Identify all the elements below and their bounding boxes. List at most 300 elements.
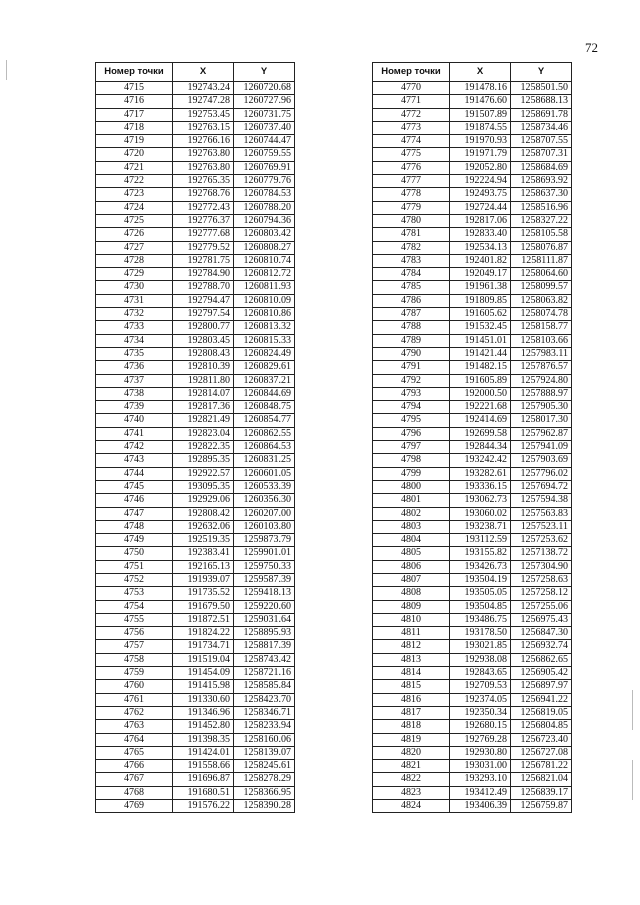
table-row [373, 281, 572, 294]
cell-point-number: 4751 [96, 560, 173, 573]
cell-x: 192632.06 [173, 520, 234, 533]
cell-x: 192534.13 [450, 241, 511, 254]
cell-point-number: 4761 [96, 693, 173, 706]
table-header-row [96, 63, 295, 82]
cell-x: 191872.51 [173, 613, 234, 626]
cell-x: 191961.38 [450, 281, 511, 294]
cell-x: 192519.35 [173, 534, 234, 547]
table-row [96, 401, 295, 414]
cell-y: 1260207.00 [234, 507, 295, 520]
table-row [96, 507, 295, 520]
cell-x: 192930.80 [450, 746, 511, 759]
cell-y: 1260854.77 [234, 414, 295, 427]
cell-y: 1258327.22 [511, 214, 572, 227]
cell-x: 193178.50 [450, 627, 511, 640]
table-row [96, 467, 295, 480]
cell-y: 1258158.77 [511, 321, 572, 334]
cell-point-number: 4818 [373, 720, 450, 733]
table-row [373, 507, 572, 520]
cell-y: 1260837.21 [234, 374, 295, 387]
cell-y: 1257563.83 [511, 507, 572, 520]
cell-y: 1256781.22 [511, 760, 572, 773]
table-row [373, 175, 572, 188]
table-row [96, 720, 295, 733]
table-row [96, 214, 295, 227]
cell-y: 1260744.47 [234, 135, 295, 148]
table-row [96, 281, 295, 294]
cell-point-number: 4724 [96, 201, 173, 214]
cell-y: 1258707.55 [511, 135, 572, 148]
cell-x: 192763.80 [173, 148, 234, 161]
cell-point-number: 4773 [373, 121, 450, 134]
table-row [373, 387, 572, 400]
table-row [96, 135, 295, 148]
cell-point-number: 4813 [373, 653, 450, 666]
cell-x: 193336.15 [450, 480, 511, 493]
cell-point-number: 4802 [373, 507, 450, 520]
cell-x: 193031.00 [450, 760, 511, 773]
cell-x: 191809.85 [450, 294, 511, 307]
table-row [373, 600, 572, 613]
cell-point-number: 4740 [96, 414, 173, 427]
table-row [96, 308, 295, 321]
cell-point-number: 4752 [96, 573, 173, 586]
cell-point-number: 4765 [96, 746, 173, 759]
cell-y: 1259031.64 [234, 613, 295, 626]
cell-y: 1260788.20 [234, 201, 295, 214]
cell-point-number: 4781 [373, 228, 450, 241]
cell-x: 193062.73 [450, 494, 511, 507]
cell-y: 1256897.97 [511, 680, 572, 693]
table-row [96, 480, 295, 493]
cell-point-number: 4815 [373, 680, 450, 693]
cell-y: 1259220.60 [234, 600, 295, 613]
cell-point-number: 4816 [373, 693, 450, 706]
table-row [96, 441, 295, 454]
cell-x: 192350.34 [450, 706, 511, 719]
cell-y: 1256759.87 [511, 800, 572, 813]
cell-point-number: 4804 [373, 534, 450, 547]
cell-x: 193412.49 [450, 786, 511, 799]
cell-x: 192811.80 [173, 374, 234, 387]
table-row [96, 706, 295, 719]
table-row [96, 627, 295, 640]
cell-y: 1258684.69 [511, 161, 572, 174]
cell-x: 192844.34 [450, 441, 511, 454]
cell-x: 191605.62 [450, 308, 511, 321]
cell-x: 192747.28 [173, 95, 234, 108]
table-row [373, 760, 572, 773]
cell-x: 192784.90 [173, 268, 234, 281]
cell-x: 193282.61 [450, 467, 511, 480]
cell-y: 1260811.93 [234, 281, 295, 294]
table-row [373, 773, 572, 786]
table-row [373, 294, 572, 307]
cell-y: 1257888.97 [511, 387, 572, 400]
cell-x: 192814.07 [173, 387, 234, 400]
table-row [96, 587, 295, 600]
table-row [373, 800, 572, 813]
cell-point-number: 4819 [373, 733, 450, 746]
cell-point-number: 4799 [373, 467, 450, 480]
cell-y: 1260779.76 [234, 175, 295, 188]
cell-x: 192763.80 [173, 161, 234, 174]
table-row [373, 627, 572, 640]
cell-point-number: 4795 [373, 414, 450, 427]
cell-x: 192401.82 [450, 254, 511, 267]
cell-x: 192788.70 [173, 281, 234, 294]
cell-x: 193238.71 [450, 520, 511, 533]
header-point-number: Номер точки [373, 63, 450, 82]
table-row [373, 121, 572, 134]
cell-point-number: 4726 [96, 228, 173, 241]
table-row [96, 693, 295, 706]
cell-point-number: 4807 [373, 573, 450, 586]
table-row [373, 573, 572, 586]
table-row [373, 494, 572, 507]
cell-y: 1258501.50 [511, 82, 572, 95]
cell-x: 192808.42 [173, 507, 234, 520]
cell-y: 1260720.68 [234, 82, 295, 95]
cell-point-number: 4749 [96, 534, 173, 547]
table-row [373, 560, 572, 573]
cell-point-number: 4794 [373, 401, 450, 414]
cell-y: 1257694.72 [511, 480, 572, 493]
cell-x: 192052.80 [450, 161, 511, 174]
cell-x: 192895.35 [173, 454, 234, 467]
cell-y: 1260810.74 [234, 254, 295, 267]
table-row [96, 800, 295, 813]
cell-y: 1258707.31 [511, 148, 572, 161]
table-row [373, 467, 572, 480]
cell-y: 1258637.30 [511, 188, 572, 201]
cell-x: 192709.53 [450, 680, 511, 693]
table-row [96, 667, 295, 680]
cell-x: 192753.45 [173, 108, 234, 121]
table-row [373, 786, 572, 799]
cell-y: 1260727.96 [234, 95, 295, 108]
cell-y: 1256862.65 [511, 653, 572, 666]
table-row [96, 254, 295, 267]
cell-point-number: 4779 [373, 201, 450, 214]
cell-x: 191971.79 [450, 148, 511, 161]
cell-y: 1257983.11 [511, 347, 572, 360]
cell-point-number: 4822 [373, 773, 450, 786]
table-row [96, 534, 295, 547]
table-row [373, 148, 572, 161]
cell-y: 1256839.17 [511, 786, 572, 799]
cell-y: 1259587.39 [234, 573, 295, 586]
table-row [96, 175, 295, 188]
cell-point-number: 4717 [96, 108, 173, 121]
cell-y: 1260831.25 [234, 454, 295, 467]
cell-x: 191680.51 [173, 786, 234, 799]
table-row [96, 387, 295, 400]
table-row [96, 653, 295, 666]
cell-point-number: 4776 [373, 161, 450, 174]
cell-point-number: 4803 [373, 520, 450, 533]
cell-x: 193293.10 [450, 773, 511, 786]
cell-y: 1258233.94 [234, 720, 295, 733]
cell-y: 1260808.27 [234, 241, 295, 254]
cell-y: 1256975.43 [511, 613, 572, 626]
cell-point-number: 4824 [373, 800, 450, 813]
cell-y: 1257304.90 [511, 560, 572, 573]
cell-y: 1260862.55 [234, 427, 295, 440]
table-row [373, 241, 572, 254]
table-row [96, 188, 295, 201]
table-row [373, 108, 572, 121]
cell-point-number: 4759 [96, 667, 173, 680]
cell-x: 191478.16 [450, 82, 511, 95]
table-row [373, 613, 572, 626]
cell-x: 192763.15 [173, 121, 234, 134]
cell-y: 1260533.39 [234, 480, 295, 493]
cell-y: 1257138.72 [511, 547, 572, 560]
cell-y: 1257253.62 [511, 534, 572, 547]
cell-point-number: 4810 [373, 613, 450, 626]
cell-point-number: 4774 [373, 135, 450, 148]
cell-x: 192777.68 [173, 228, 234, 241]
table-row [96, 427, 295, 440]
cell-y: 1260812.72 [234, 268, 295, 281]
cell-x: 192776.37 [173, 214, 234, 227]
cell-y: 1260601.05 [234, 467, 295, 480]
cell-point-number: 4771 [373, 95, 450, 108]
table-row [96, 494, 295, 507]
cell-x: 191421.44 [450, 347, 511, 360]
table-row [96, 241, 295, 254]
cell-y: 1258693.92 [511, 175, 572, 188]
cell-point-number: 4743 [96, 454, 173, 467]
cell-y: 1260815.33 [234, 334, 295, 347]
cell-point-number: 4786 [373, 294, 450, 307]
table-row [373, 201, 572, 214]
table-row [373, 95, 572, 108]
table-row [96, 746, 295, 759]
table-row [96, 600, 295, 613]
table-row [373, 254, 572, 267]
cell-x: 191451.01 [450, 334, 511, 347]
cell-y: 1258111.87 [511, 254, 572, 267]
cell-y: 1260731.75 [234, 108, 295, 121]
cell-point-number: 4782 [373, 241, 450, 254]
table-row [96, 294, 295, 307]
cell-point-number: 4731 [96, 294, 173, 307]
table-row [96, 520, 295, 533]
table-row [373, 520, 572, 533]
table-row [96, 361, 295, 374]
table-row [96, 786, 295, 799]
cell-y: 1258691.78 [511, 108, 572, 121]
cell-point-number: 4744 [96, 467, 173, 480]
cell-y: 1257594.38 [511, 494, 572, 507]
cell-x: 192165.13 [173, 560, 234, 573]
cell-y: 1258017.30 [511, 414, 572, 427]
cell-point-number: 4790 [373, 347, 450, 360]
cell-y: 1260810.86 [234, 308, 295, 321]
cell-point-number: 4809 [373, 600, 450, 613]
cell-x: 193155.82 [450, 547, 511, 560]
cell-x: 192833.40 [450, 228, 511, 241]
cell-point-number: 4762 [96, 706, 173, 719]
cell-x: 192797.54 [173, 308, 234, 321]
table-row [96, 414, 295, 427]
cell-y: 1258585.84 [234, 680, 295, 693]
cell-x: 193112.59 [450, 534, 511, 547]
cell-point-number: 4719 [96, 135, 173, 148]
table-row [373, 268, 572, 281]
cell-y: 1258734.46 [511, 121, 572, 134]
table-row [96, 640, 295, 653]
cell-x: 193060.02 [450, 507, 511, 520]
cell-point-number: 4769 [96, 800, 173, 813]
cell-y: 1259418.13 [234, 587, 295, 600]
table-row [373, 720, 572, 733]
cell-y: 1257903.69 [511, 454, 572, 467]
cell-point-number: 4715 [96, 82, 173, 95]
table-row [96, 613, 295, 626]
table-row [373, 361, 572, 374]
cell-x: 191330.60 [173, 693, 234, 706]
cell-y: 1260103.80 [234, 520, 295, 533]
cell-y: 1259901.01 [234, 547, 295, 560]
table-row [96, 321, 295, 334]
cell-point-number: 4760 [96, 680, 173, 693]
table-row [96, 547, 295, 560]
cell-point-number: 4754 [96, 600, 173, 613]
cell-x: 193486.75 [450, 613, 511, 626]
cell-point-number: 4764 [96, 733, 173, 746]
cell-x: 192414.69 [450, 414, 511, 427]
cell-point-number: 4753 [96, 587, 173, 600]
cell-point-number: 4800 [373, 480, 450, 493]
cell-point-number: 4747 [96, 507, 173, 520]
table-row [373, 427, 572, 440]
cell-point-number: 4793 [373, 387, 450, 400]
cell-x: 192817.06 [450, 214, 511, 227]
cell-x: 193504.19 [450, 573, 511, 586]
cell-x: 192699.58 [450, 427, 511, 440]
cell-x: 192803.45 [173, 334, 234, 347]
cell-point-number: 4757 [96, 640, 173, 653]
cell-point-number: 4801 [373, 494, 450, 507]
page-number: 72 [585, 40, 598, 55]
header-x: X [450, 63, 511, 82]
cell-point-number: 4767 [96, 773, 173, 786]
cell-x: 191519.04 [173, 653, 234, 666]
cell-y: 1258688.13 [511, 95, 572, 108]
cell-y: 1256804.85 [511, 720, 572, 733]
cell-y: 1256723.40 [511, 733, 572, 746]
cell-y: 1256847.30 [511, 627, 572, 640]
cell-x: 191452.80 [173, 720, 234, 733]
cell-y: 1260848.75 [234, 401, 295, 414]
cell-point-number: 4777 [373, 175, 450, 188]
cell-y: 1258423.70 [234, 693, 295, 706]
table-row [96, 334, 295, 347]
cell-x: 191734.71 [173, 640, 234, 653]
cell-x: 192493.75 [450, 188, 511, 201]
cell-point-number: 4758 [96, 653, 173, 666]
cell-point-number: 4796 [373, 427, 450, 440]
table-row [373, 480, 572, 493]
table-row [96, 201, 295, 214]
cell-x: 191970.93 [450, 135, 511, 148]
table-row [373, 308, 572, 321]
cell-y: 1258099.57 [511, 281, 572, 294]
cell-y: 1258346.71 [234, 706, 295, 719]
cell-point-number: 4728 [96, 254, 173, 267]
cell-x: 193021.85 [450, 640, 511, 653]
cell-point-number: 4805 [373, 547, 450, 560]
table-row [96, 82, 295, 95]
header-x: X [173, 63, 234, 82]
cell-point-number: 4791 [373, 361, 450, 374]
table-row [373, 188, 572, 201]
cell-x: 191482.15 [450, 361, 511, 374]
cell-y: 1260769.91 [234, 161, 295, 174]
table-row [373, 706, 572, 719]
cell-y: 1256821.04 [511, 773, 572, 786]
cell-x: 192680.15 [450, 720, 511, 733]
cell-x: 192823.04 [173, 427, 234, 440]
table-row [373, 82, 572, 95]
cell-y: 1260759.55 [234, 148, 295, 161]
cell-y: 1260810.09 [234, 294, 295, 307]
cell-point-number: 4780 [373, 214, 450, 227]
cell-x: 192794.47 [173, 294, 234, 307]
cell-x: 192743.24 [173, 82, 234, 95]
cell-y: 1260784.53 [234, 188, 295, 201]
header-y: Y [234, 63, 295, 82]
cell-y: 1258139.07 [234, 746, 295, 759]
cell-x: 191679.50 [173, 600, 234, 613]
cell-y: 1258516.96 [511, 201, 572, 214]
scan-artifact [632, 690, 633, 730]
cell-point-number: 4814 [373, 667, 450, 680]
cell-point-number: 4734 [96, 334, 173, 347]
cell-x: 192772.43 [173, 201, 234, 214]
cell-y: 1258160.06 [234, 733, 295, 746]
cell-point-number: 4722 [96, 175, 173, 188]
header-point-number: Номер точки [96, 63, 173, 82]
cell-x: 191346.96 [173, 706, 234, 719]
cell-y: 1258895.93 [234, 627, 295, 640]
cell-point-number: 4729 [96, 268, 173, 281]
table-row [373, 653, 572, 666]
cell-x: 192929.06 [173, 494, 234, 507]
cell-point-number: 4785 [373, 281, 450, 294]
coordinates-table-right [372, 62, 572, 813]
cell-y: 1257941.09 [511, 441, 572, 454]
cell-point-number: 4730 [96, 281, 173, 294]
cell-y: 1260794.36 [234, 214, 295, 227]
cell-x: 191507.89 [450, 108, 511, 121]
cell-point-number: 4745 [96, 480, 173, 493]
cell-point-number: 4820 [373, 746, 450, 759]
cell-x: 192800.77 [173, 321, 234, 334]
cell-point-number: 4811 [373, 627, 450, 640]
table-row [373, 746, 572, 759]
cell-x: 192843.65 [450, 667, 511, 680]
table-row [373, 374, 572, 387]
cell-y: 1258817.39 [234, 640, 295, 653]
cell-point-number: 4725 [96, 214, 173, 227]
table-row [373, 680, 572, 693]
cell-x: 192808.43 [173, 347, 234, 360]
cell-point-number: 4723 [96, 188, 173, 201]
